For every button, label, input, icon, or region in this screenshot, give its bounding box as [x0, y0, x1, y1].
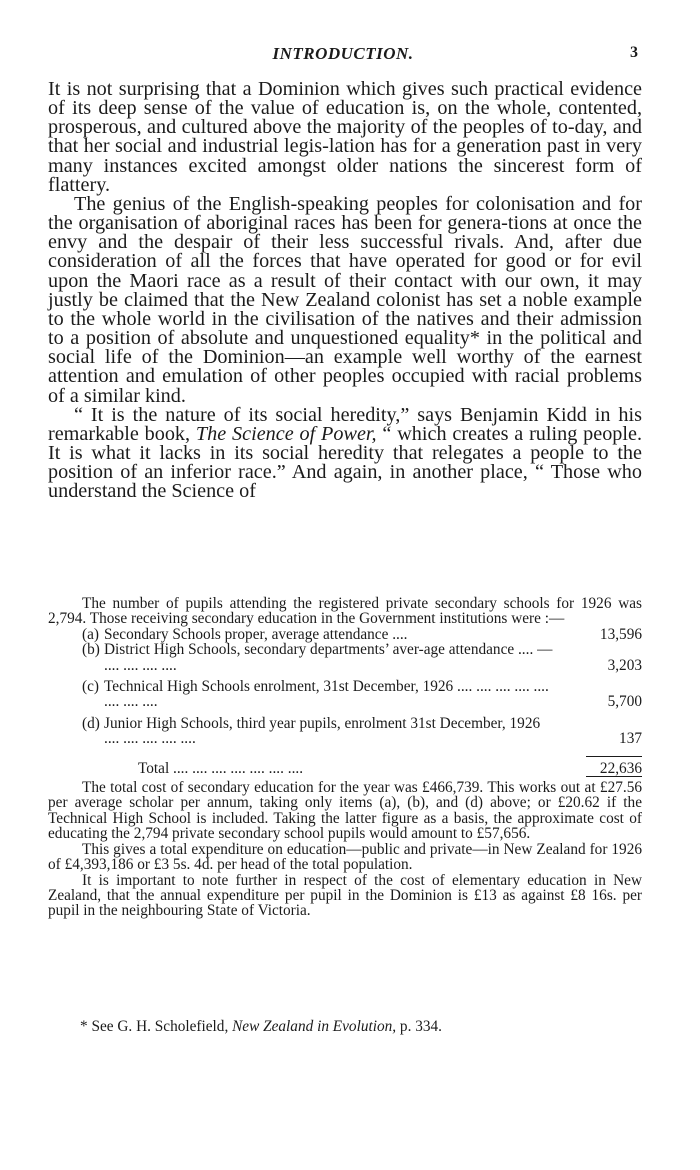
footnote-suffix: p. 334. [396, 1018, 442, 1035]
total-value: 22,636 [554, 761, 642, 776]
chapter-title: INTRODUCTION. [272, 44, 414, 63]
list-item [82, 716, 642, 747]
total-row [82, 761, 642, 776]
main-text [48, 80, 642, 501]
paragraph-genius: The genius of the English-speaking peoples for colonisation and for the organisation of aboriginal races has been for genera-tions at once the envy and the despair of their less successful rivals. And, after due consideration of all the forces that have operated for good or for evil upon the Maori race as a result of their contact with our own, it may justly be claimed that the New Zealand colonist has set a noble example to the whole world in the civilisation of the natives and their admission to a position of absolute and unquestioned equality* in the political and social life of the Dominion—an example well worthy of the earnest attention and emulation of other peoples occupied with racial problems of a similar kind. [48, 192, 642, 407]
item-letter: (a) [82, 625, 99, 643]
paragraph-dominion: It is not surprising that a Dominion which gives such practical evidence of its deep sense of the value of education is, on the whole, contented, prosperous, and cultured above the majority of the peoples of to-day, and that her social and industrial legis-lation has for a generation past in very many instances excited amongst older nations the sincerest form of flattery. [48, 78, 642, 196]
item-text: Secondary Schools proper, average attendance .... [104, 625, 408, 643]
book-title: The Science of Power, [195, 422, 377, 445]
item-text: District High Schools, secondary departments’ aver-age attendance .... — .... .... .... .... [104, 641, 553, 674]
list-item [82, 679, 642, 710]
paragraph-elementary-cost: It is important to note further in respect of the cost of elementary education in New Zealand, that the annual expenditure per pupil in the Dominion is £13 as against £8 16s. per pupil in the neighbouring State of Victoria. [48, 871, 642, 920]
page-number: 3 [630, 44, 638, 61]
item-value: 5,700 [607, 693, 642, 711]
footnote-book-title: New Zealand in Evolution, [232, 1018, 397, 1035]
item-text: Technical High Schools enrolment, 31st December, 1926 .... .... .... .... .... .... .... .... [104, 678, 549, 711]
paragraph-total-cost: The total cost of secondary education for the year was £466,739. This works out at £27.56 per average scholar per annum, taking only items (a), (b), and (d) above; or £20.62 if the Technical High School is included. Taking the latter figure as a basis, the approximate cost of educating the 2,794 private secondary school pupils would amount to £57,656. [48, 779, 642, 843]
list-item [82, 627, 642, 642]
item-value: 137 [619, 730, 642, 748]
total-label: Total .... .... .... .... .... .... .... [138, 759, 304, 777]
running-header [48, 44, 638, 70]
item-value: 13,596 [599, 625, 642, 643]
paragraph-total-expenditure: This gives a total expenditure on education—public and private—in New Zealand for 1926 of £4,393,186 or £3 5s. 4d. per head of the total population. [48, 840, 642, 874]
secondary-intro: The number of pupils attending the registered private secondary schools for 1926 was 2,794. Those receiving secondary education in the Government institutions were :— [48, 595, 642, 628]
kidd-text-2: “ which creates a ruling people. It is what it lacks in its social heredity that relegates a people to the position of an inferior race.” And again, in another place, “ Those who understand the Science of [48, 422, 642, 503]
enrolment-list [82, 627, 642, 776]
item-letter: (c) [82, 678, 99, 696]
secondary-education-note [48, 596, 642, 919]
item-value: 3,203 [607, 656, 642, 674]
paragraph-kidd-quote [48, 403, 642, 503]
item-text: Junior High Schools, third year pupils, enrolment 31st December, 1926 .... .... .... .... .... [104, 714, 541, 748]
kidd-text-1: “ It is the nature of its social heredity,” says Benjamin Kidd in his remarkable book, [48, 403, 642, 445]
footnote-prefix: * See G. H. Scholefield, [80, 1018, 233, 1035]
item-letter: (b) [82, 641, 100, 659]
item-letter: (d) [82, 714, 100, 732]
footnote [80, 1018, 640, 1036]
list-item [82, 642, 642, 673]
